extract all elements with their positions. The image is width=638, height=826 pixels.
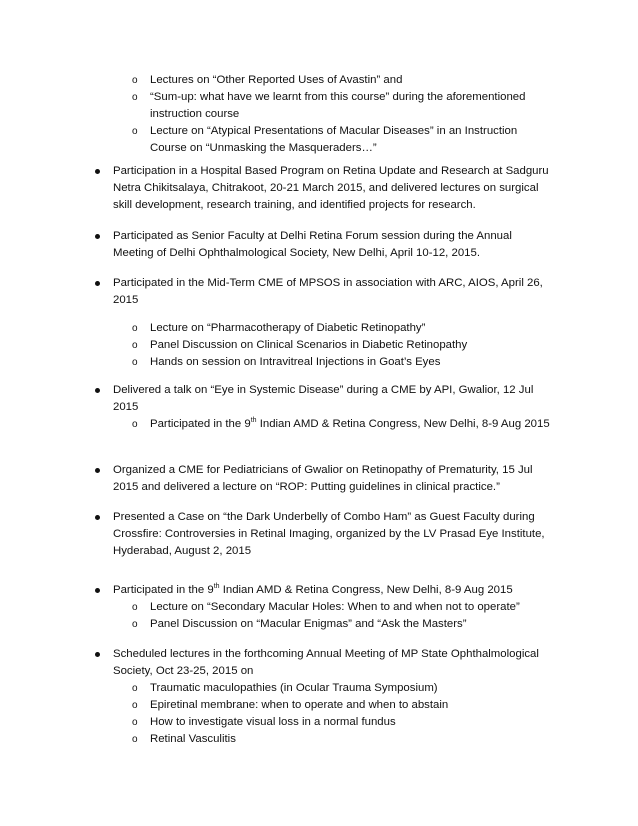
sub-item-text: Epiretinal membrane: when to operate and when to abstain — [150, 699, 449, 711]
mp-state-sublist — [0, 680, 638, 748]
intro-sublist — [0, 72, 638, 157]
sub-item-text: Lecture on “Pharmacotherapy of Diabetic Retinopathy” — [150, 322, 426, 334]
list-item — [0, 416, 638, 450]
sub-bullet-marker: o — [132, 126, 138, 137]
bullet-item-text: Participated in the Mid-Term CME of MPSOS in association with ARC, AIOS, April 26, 2015 — [113, 277, 543, 306]
bullet-icon — [93, 163, 101, 180]
bullet-icon — [93, 509, 101, 526]
mpsos-sublist — [0, 320, 638, 371]
bullet-item-text: Scheduled lectures in the forthcoming Annual Meeting of MP State Ophthalmological Society, Oct 23-25, 2015 on — [113, 648, 539, 677]
list-item — [0, 731, 638, 748]
bullet-item-text-pre: Participated in the 9 — [113, 584, 214, 596]
list-item — [0, 599, 638, 616]
sub-item-text: “Sum-up: what have we learnt from this course” during the aforementioned instruction course — [150, 91, 526, 120]
sub-bullet-marker: o — [132, 602, 138, 613]
sub-item-text-pre: Participated in the 9 — [150, 418, 251, 430]
sub-item-text: Lectures on “Other Reported Uses of Avastin” and — [150, 74, 403, 86]
sub-bullet-marker: o — [132, 419, 138, 430]
sub-item-text: Traumatic maculopathies (in Ocular Trauma Symposium) — [150, 682, 438, 694]
congress-sublist — [0, 599, 638, 633]
sub-item-text-post: Indian AMD & Retina Congress, New Delhi, 8-9 Aug 2015 — [256, 418, 550, 430]
bullet-icon — [93, 582, 101, 599]
sub-item-text: Hands on session on Intravitreal Injections in Goat’s Eyes — [150, 356, 441, 368]
list-item — [0, 123, 638, 157]
sub-item-text: How to investigate visual loss in a normal fundus — [150, 716, 396, 728]
sub-item-text: Panel Discussion on Clinical Scenarios in Diabetic Retinopathy — [150, 339, 468, 351]
sub-bullet-marker: o — [132, 734, 138, 745]
list-item — [0, 337, 638, 354]
sub-item-text — [150, 416, 550, 433]
bullet-item-text: Presented a Case on “the Dark Underbelly of Combo Ham” as Guest Faculty during Crossfire: Controversies in Retinal Imaging, organized by the LV Prasad Eye Institute, Hyderabad, August 2, 2015 — [113, 511, 545, 557]
list-item — [0, 320, 638, 337]
list-item — [0, 697, 638, 714]
bullet-item-text: Delivered a talk on “Eye in Systemic Disease” during a CME by API, Gwalior, 12 Jul 2015 — [113, 384, 534, 413]
sub-bullet-marker: o — [132, 683, 138, 694]
bullet-icon — [93, 382, 101, 399]
ordinal-suffix: th — [213, 583, 220, 590]
sub-bullet-marker: o — [132, 357, 138, 368]
sub-item-text: Lecture on “Secondary Macular Holes: When to and when not to operate” — [150, 601, 520, 613]
sub-bullet-marker: o — [132, 323, 138, 334]
bullet-item-text — [113, 582, 553, 599]
sub-bullet-marker: o — [132, 717, 138, 728]
list-item — [0, 714, 638, 731]
sub-item-text: Retinal Vasculitis — [150, 733, 236, 745]
list-item — [0, 89, 638, 123]
bullet-icon — [93, 275, 101, 292]
sub-bullet-marker: o — [132, 700, 138, 711]
sub-bullet-marker: o — [132, 75, 138, 86]
sub-bullet-marker: o — [132, 340, 138, 351]
bullet-item-text: Participation in a Hospital Based Program on Retina Update and Research at Sadguru Netra Chikitsalaya, Chitrakoot, 20-21 March 2015, and delivered lectures on surgical skill development, research training, and identified projects for research. — [113, 165, 549, 211]
list-item — [0, 616, 638, 633]
sub-item-text: Lecture on “Atypical Presentations of Macular Diseases” in an Instruction Course on “Unmasking the Masqueraders…” — [150, 125, 518, 154]
list-item — [0, 72, 638, 89]
bullet-item-text-post: Indian AMD & Retina Congress, New Delhi, 8-9 Aug 2015 — [219, 584, 513, 596]
list-item — [0, 680, 638, 697]
sub-bullet-marker: o — [132, 619, 138, 630]
list-item — [0, 354, 638, 371]
bullet-icon — [93, 228, 101, 245]
bullet-item-text: Organized a CME for Pediatricians of Gwalior on Retinopathy of Prematurity, 15 Jul 2015 and delivered a lecture on “ROP: Putting guidelines in clinical practice.” — [113, 464, 533, 493]
api-sublist — [0, 416, 638, 450]
bullet-icon — [93, 646, 101, 663]
sub-bullet-marker: o — [132, 92, 138, 103]
sub-item-text: Panel Discussion on “Macular Enigmas” and “Ask the Masters” — [150, 618, 467, 630]
bullet-icon — [93, 462, 101, 479]
ordinal-suffix: th — [250, 417, 257, 424]
bullet-item-text: Participated as Senior Faculty at Delhi Retina Forum session during the Annual Meeting of Delhi Ophthalmological Society, New Delhi, April 10-12, 2015. — [113, 230, 512, 259]
